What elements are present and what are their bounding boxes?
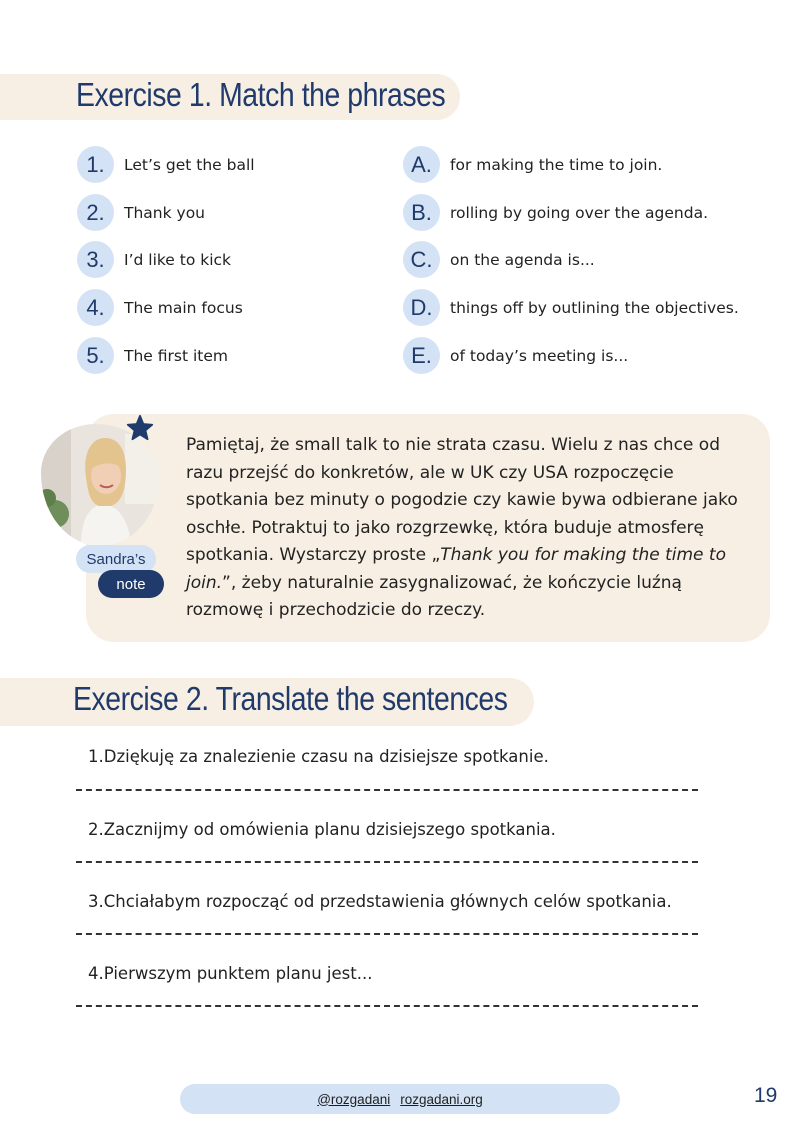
note-text-before: Pamiętaj, że small talk to nie strata czasu. Wielu z nas chce od razu przejść do konkretów, ale w UK czy USA rozpoczęcie spotkania bez minuty o pogodzie czy kawie bywa odbierane jako oschłe. Potraktuj to jako rozgrzewkę, która buduje atmosferę spotkania. Wystarczy proste „ [186,435,738,565]
sentence-number: 2. [88,820,104,839]
phrase-text: of today’s meeting is... [450,346,629,365]
answer-line-1[interactable] [76,789,698,791]
number-badge: 4. [77,289,114,326]
phrase-text: The main focus [124,298,243,317]
left-phrase-5 [77,337,228,374]
sentence-text: Zacznijmy od omówienia planu dzisiejszego spotkania. [103,820,556,839]
phrase-text: things off by outlining the objectives. [450,298,739,317]
number-badge: 5. [77,337,114,374]
footer-bar [180,1084,620,1114]
number-badge: 3. [77,241,114,278]
phrase-text: Let’s get the ball [124,155,255,174]
right-phrase-e [403,337,628,374]
right-phrase-d [403,289,739,326]
right-phrase-c [403,241,595,278]
right-phrase-b [403,194,708,231]
sentence-number: 4. [88,964,104,983]
sentence-4 [88,964,372,983]
exercise1-title: Exercise 1. Match the phrases [76,76,446,113]
sentence-number: 3. [88,892,104,911]
left-phrase-3 [77,241,231,278]
sentence-2 [88,820,556,839]
letter-badge: D. [403,289,440,326]
note-author-tag: Sandra’s [76,545,156,573]
phrase-text: I’d like to kick [124,250,232,269]
phrase-text: Thank you [124,203,205,222]
note-text [186,432,746,625]
note-label-tag: note [98,570,164,598]
number-badge: 2. [77,194,114,231]
phrase-text: on the agenda is... [450,250,595,269]
sentence-3 [88,892,672,911]
note-text-after: ”, żeby naturalnie zasygnalizować, że kończycie luźną rozmowę i przechodzicie do rzeczy. [186,572,682,620]
right-phrase-a [403,146,662,183]
sentence-number: 1. [88,747,104,766]
phrase-text: The first item [124,346,228,365]
left-phrase-2 [77,194,205,231]
sentence-1 [88,747,549,766]
star-icon [126,414,154,442]
letter-badge: C. [403,241,440,278]
sentence-text: Pierwszym punktem planu jest... [103,964,373,983]
left-phrase-1 [77,146,255,183]
letter-badge: A. [403,146,440,183]
exercise2-title: Exercise 2. Translate the sentences [73,680,508,717]
number-badge: 1. [77,146,114,183]
phrase-text: rolling by going over the agenda. [450,203,708,222]
left-phrase-4 [77,289,243,326]
page-number: 19 [754,1084,778,1107]
letter-badge: E. [403,337,440,374]
website-link[interactable]: rozgadani.org [400,1091,483,1107]
answer-line-3[interactable] [76,933,698,935]
social-handle-link[interactable]: @rozgadani [317,1091,391,1107]
letter-badge: B. [403,194,440,231]
sentence-text: Dziękuję za znalezienie czasu na dzisiejsze spotkanie. [103,747,549,766]
note-text-italic: Thank you for making the time to join. [186,545,726,593]
answer-line-2[interactable] [76,861,698,863]
sentence-text: Chciałabym rozpocząć od przedstawienia głównych celów spotkania. [103,892,672,911]
phrase-text: for making the time to join. [450,155,663,174]
answer-line-4[interactable] [76,1005,698,1007]
